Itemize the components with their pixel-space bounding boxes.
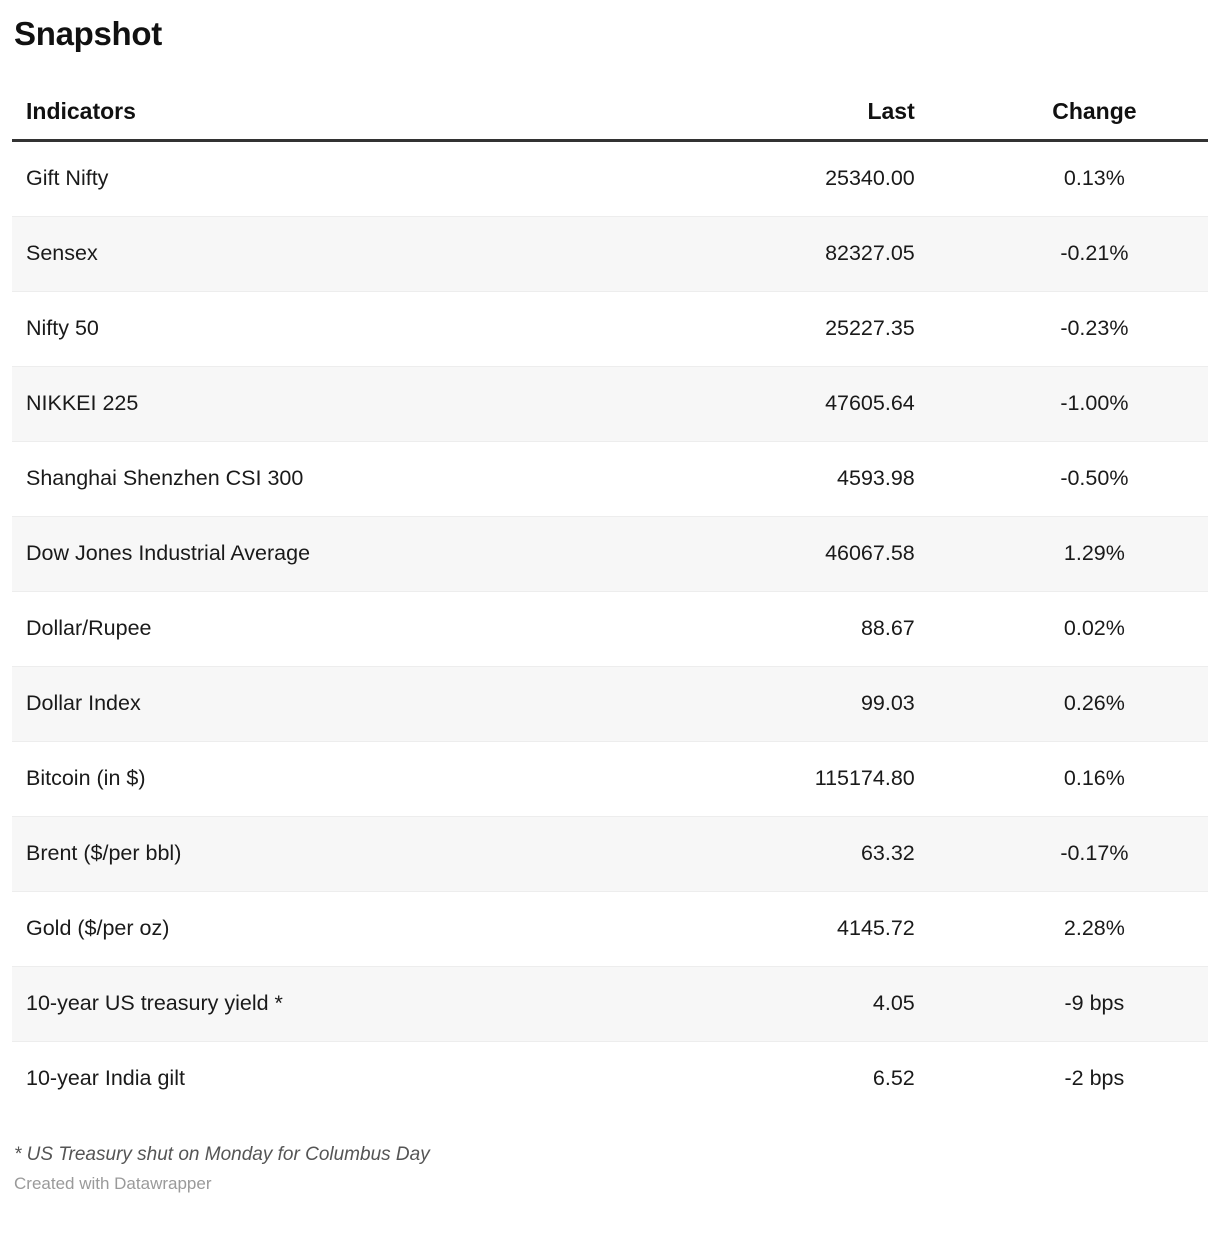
cell-change: 0.13%	[981, 140, 1208, 216]
cell-last: 82327.05	[676, 216, 981, 291]
column-header-change: Change	[981, 98, 1208, 141]
cell-change: 1.29%	[981, 516, 1208, 591]
table-header	[12, 98, 1208, 141]
table-row	[12, 1041, 1208, 1116]
cell-indicator: Nifty 50	[12, 291, 676, 366]
cell-last: 63.32	[676, 816, 981, 891]
cell-indicator: Gift Nifty	[12, 140, 676, 216]
cell-indicator: Sensex	[12, 216, 676, 291]
table-body	[12, 140, 1208, 1116]
cell-indicator: Dollar Index	[12, 666, 676, 741]
cell-indicator: 10-year India gilt	[26, 1066, 185, 1091]
column-header-indicators: Indicators	[12, 98, 676, 141]
cell-change: -0.23%	[981, 291, 1208, 366]
cell-last: 6.52	[872, 1066, 915, 1091]
table-row	[12, 816, 1208, 891]
cell-change: 0.26%	[981, 666, 1208, 741]
column-header-last: Last	[676, 98, 981, 141]
table-header-row	[12, 98, 1208, 141]
table-row	[12, 741, 1208, 816]
table-row	[12, 666, 1208, 741]
snapshot-table	[12, 98, 1208, 1116]
cell-change: -9 bps	[981, 966, 1208, 1041]
cell-change: 0.16%	[981, 741, 1208, 816]
table-row	[12, 966, 1208, 1041]
cell-change: -0.17%	[981, 816, 1208, 891]
cell-last: 25340.00	[676, 140, 981, 216]
cell-last: 46067.58	[676, 516, 981, 591]
cell-indicator: Shanghai Shenzhen CSI 300	[12, 441, 676, 516]
table-row	[12, 591, 1208, 666]
cell-indicator: 10-year US treasury yield *	[12, 966, 676, 1041]
cell-last: 4593.98	[676, 441, 981, 516]
cell-indicator: NIKKEI 225	[12, 366, 676, 441]
cell-change: -0.50%	[981, 441, 1208, 516]
table-footnote: * US Treasury shut on Monday for Columbus Day	[14, 1143, 430, 1165]
cell-indicator: Gold ($/per oz)	[12, 891, 676, 966]
cell-indicator: Brent ($/per bbl)	[12, 816, 676, 891]
table-row	[12, 441, 1208, 516]
cell-indicator: Dow Jones Industrial Average	[12, 516, 676, 591]
table-row	[12, 216, 1208, 291]
cell-indicator: Bitcoin (in $)	[12, 741, 676, 816]
cell-last: 25227.35	[676, 291, 981, 366]
cell-change: 0.02%	[981, 591, 1208, 666]
table-row	[12, 291, 1208, 366]
table-row	[12, 366, 1208, 441]
cell-last: 4145.72	[676, 891, 981, 966]
cell-last: 99.03	[676, 666, 981, 741]
table-row	[12, 140, 1208, 216]
cell-change: -1.00%	[981, 366, 1208, 441]
page-title: Snapshot	[14, 15, 162, 52]
cell-last: 4.05	[676, 966, 981, 1041]
cell-change: -0.21%	[981, 216, 1208, 291]
cell-last: 47605.64	[676, 366, 981, 441]
cell-last: 88.67	[676, 591, 981, 666]
table-row	[12, 891, 1208, 966]
cell-indicator: Dollar/Rupee	[12, 591, 676, 666]
cell-change: -2 bps	[1064, 1066, 1125, 1091]
cell-change: 2.28%	[981, 891, 1208, 966]
table-row	[12, 516, 1208, 591]
cell-last: 115174.80	[676, 741, 981, 816]
datawrapper-credit: Created with Datawrapper	[14, 1173, 212, 1193]
